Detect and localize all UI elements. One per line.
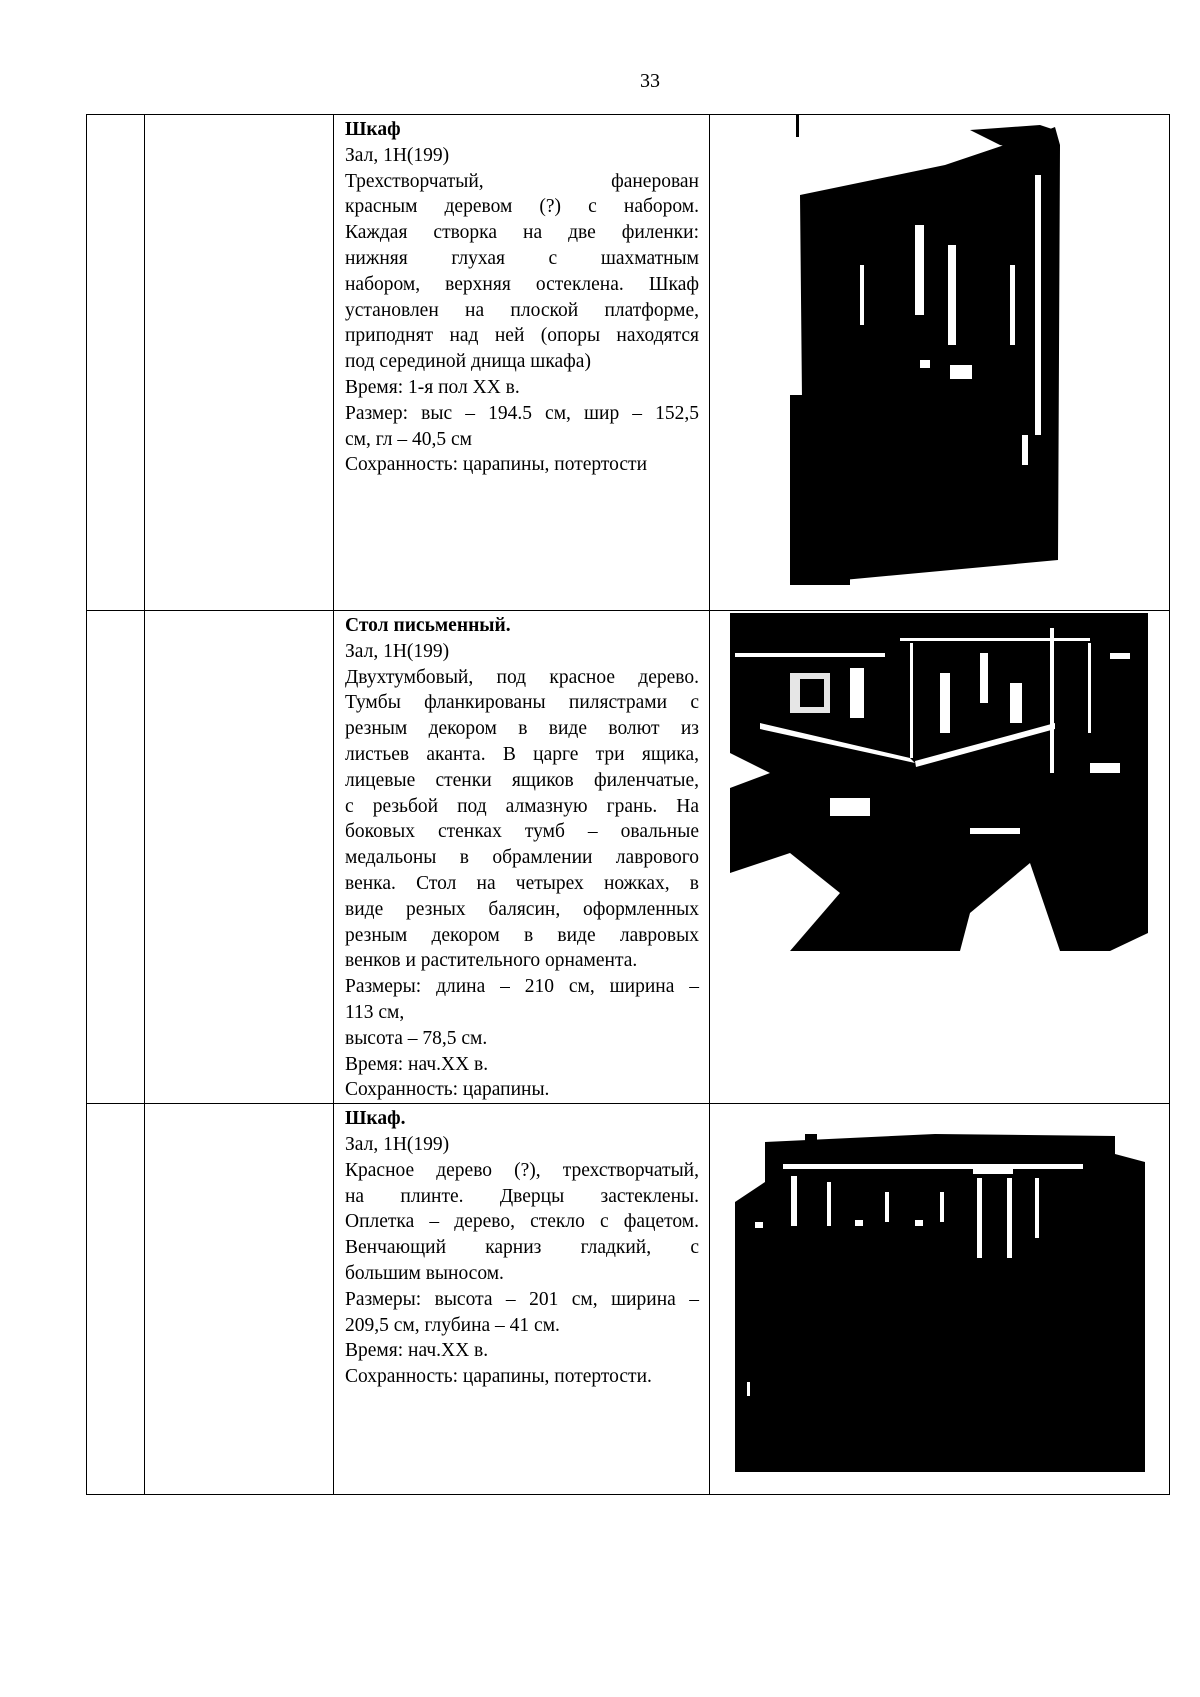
item-line: Размеры: высота – 201 см, ширина – (345, 1288, 699, 1310)
item-line: Тумбы фланкированы пилястрами с (345, 692, 699, 714)
catalog-table (86, 114, 1170, 1495)
item-line: венка. Стол на четырех ножках, в (345, 872, 699, 894)
item-line: Венчающий карниз гладкий, с (345, 1237, 699, 1259)
item-line: набором, верхняя остеклена. Шкаф (345, 273, 699, 295)
number-cell (87, 1104, 145, 1495)
cabinet-photo (790, 115, 1090, 585)
item-line: Каждая створка на две филенки: (345, 222, 699, 244)
page-number: 33 (640, 70, 660, 92)
item-line: листьев аканта. В царге три ящика, (345, 743, 699, 765)
item-line: Время: нач.XX в. (345, 1053, 489, 1075)
glazed-cabinet-photo (735, 1122, 1145, 1472)
item-line: высота – 78,5 см. (345, 1027, 488, 1049)
item-line: резным декором в виде волют из (345, 718, 699, 740)
item-line: медальоны в обрамлении лаврового (345, 847, 699, 869)
item-line: Размер: выс – 194.5 см, шир – 152,5 (345, 402, 699, 424)
item-line: Зал, 1Н(199) (345, 144, 450, 166)
item-line: Размеры: длина – 210 см, ширина – (345, 976, 699, 998)
item-line: Сохранность: царапины, потертости (345, 454, 648, 476)
item-line: Оплетка – дерево, стекло с фацетом. (345, 1211, 699, 1233)
item-line: Красное дерево (?), трехстворчатый, (345, 1159, 699, 1181)
item-line: Двухтумбовый, под красное дерево. (345, 666, 699, 688)
photo-cell (710, 611, 1170, 1104)
item-line: 113 см, (345, 1001, 405, 1023)
catalog-row (87, 1104, 1170, 1495)
item-line: Зал, 1Н(199) (345, 1133, 450, 1155)
item-line: Трехстворчатый, фанерован (345, 170, 699, 192)
item-line: приподнят над ней (опоры находятся (345, 325, 699, 347)
catalog-row (87, 611, 1170, 1104)
photo-cell (710, 1104, 1170, 1495)
item-line: красным деревом (?) с набором. (345, 196, 699, 218)
inventory-cell (145, 1104, 334, 1495)
item-line: боковых стенках тумб – овальные (345, 821, 699, 843)
item-line: Время: 1-я пол XX в. (345, 376, 520, 398)
inventory-cell (145, 115, 334, 611)
item-line: венков и растительного орнамента. (345, 950, 638, 972)
item-line: Сохранность: царапины, потертости. (345, 1366, 652, 1388)
item-line: под серединой днища шкафа) (345, 351, 591, 373)
number-cell (87, 611, 145, 1104)
item-line: на плинте. Дверцы застеклены. (345, 1185, 699, 1207)
item-line: Сохранность: царапины. (345, 1079, 550, 1101)
item-line: с резьбой под алмазную грань. На (345, 795, 699, 817)
item-title: Стол письменный. (345, 615, 511, 636)
item-description (334, 1104, 709, 1390)
catalog-row (87, 115, 1170, 611)
item-line: Зал, 1Н(199) (345, 640, 450, 662)
item-line: резным декором в виде лавровых (345, 924, 699, 946)
item-title: Шкаф. (345, 1108, 406, 1130)
description-cell (334, 115, 710, 611)
item-description (334, 115, 709, 478)
item-line: установлен на плоской платформе, (345, 299, 699, 321)
number-cell (87, 115, 145, 611)
item-description (334, 611, 709, 1103)
inventory-cell (145, 611, 334, 1104)
item-line: виде резных балясин, оформленных (345, 898, 699, 920)
description-cell (334, 611, 710, 1104)
item-title: Шкаф (345, 119, 401, 140)
item-line: лицевые стенки ящиков филенчатые, (345, 769, 699, 791)
description-cell (334, 1104, 710, 1495)
photo-cell (710, 115, 1170, 611)
item-line: см, гл – 40,5 см (345, 428, 472, 450)
item-line: нижняя глухая с шахматным (345, 247, 699, 269)
item-line: большим выносом. (345, 1262, 504, 1284)
item-line: Время: нач.XX в. (345, 1340, 489, 1362)
desk-photo (730, 613, 1148, 951)
item-line: 209,5 см, глубина – 41 см. (345, 1314, 560, 1336)
